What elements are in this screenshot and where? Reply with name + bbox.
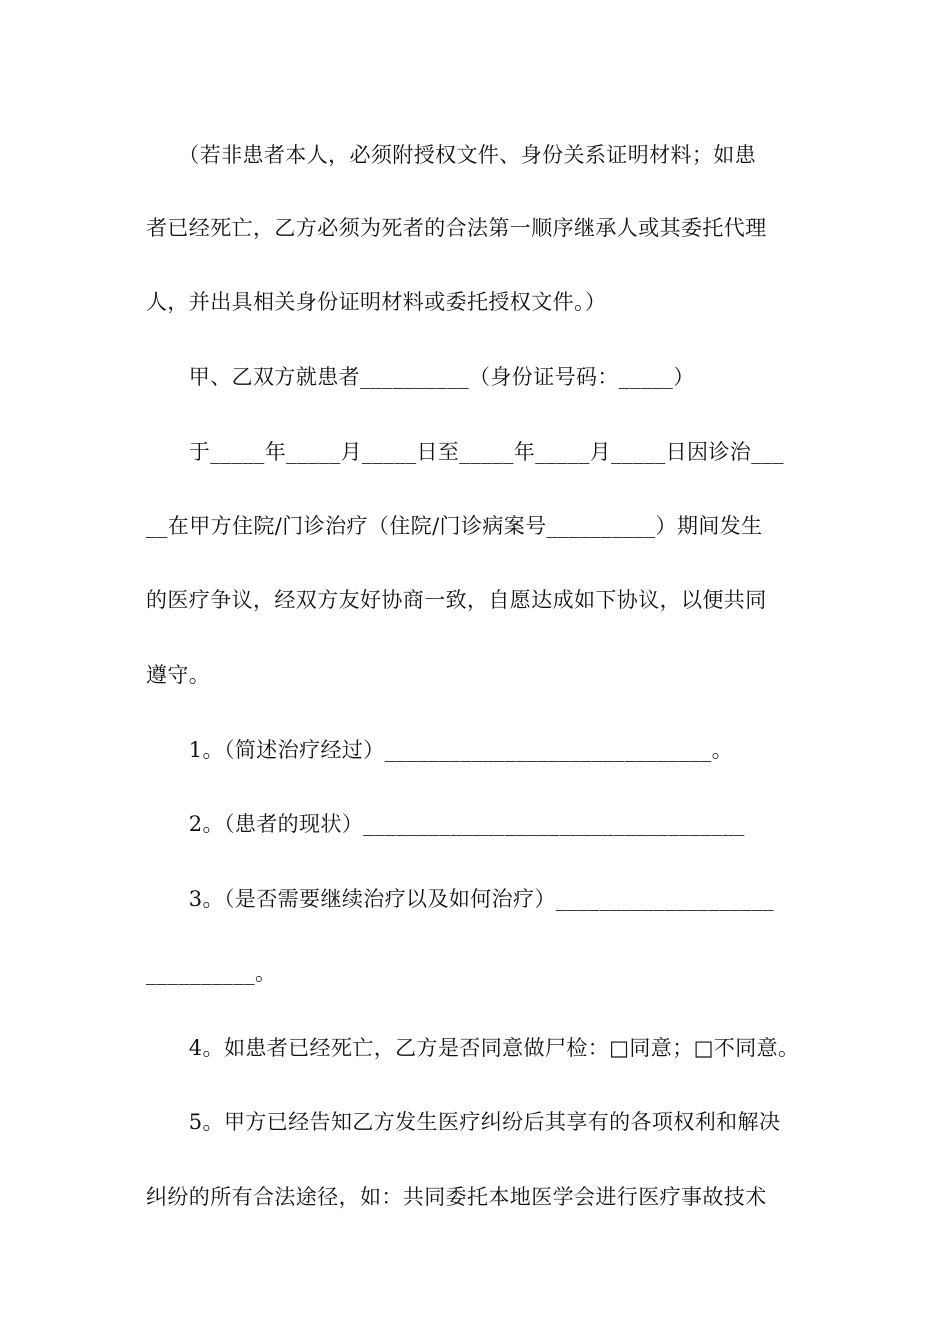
text-line: 纠纷的所有合法途径，如：共同委托本地医学会进行医疗事故技术: [146, 1185, 767, 1209]
text-line: __在甲方住院/门诊治疗（住院/门诊病案号__________）期间发生: [146, 514, 763, 538]
text-line: 者已经死亡，乙方必须为死者的合法第一顺序继承人或其委托代理: [146, 216, 767, 240]
text-line: 的医疗争议，经双方友好协商一致，自愿达成如下协议，以便共同: [146, 588, 767, 612]
text-line: 1。（简述治疗经过）______________________________。: [146, 738, 734, 762]
text-line: __________。: [146, 961, 277, 985]
text-line: 于_____年_____月_____日至_____年_____月_____日因诊治___: [146, 440, 784, 464]
text-line: 4。如患者已经死亡，乙方是否同意做尸检：□同意；□不同意。: [146, 1036, 800, 1060]
text-line: 甲、乙双方就患者__________（身份证号码：_____）: [146, 365, 695, 389]
text-line: 人，并出具相关身份证明材料或委托授权文件。）: [146, 290, 607, 314]
text-line: （若非患者本人，必须附授权文件、身份关系证明材料；如患: [146, 143, 757, 167]
text-line: 3。（是否需要继续治疗以及如何治疗）____________________: [146, 887, 774, 911]
text-line: 2。（患者的现状）___________________________________: [146, 812, 745, 836]
text-line: 5。甲方已经告知乙方发生医疗纠纷后其享有的各项权利和解决: [146, 1110, 781, 1134]
text-line: 遵守。: [146, 663, 211, 687]
